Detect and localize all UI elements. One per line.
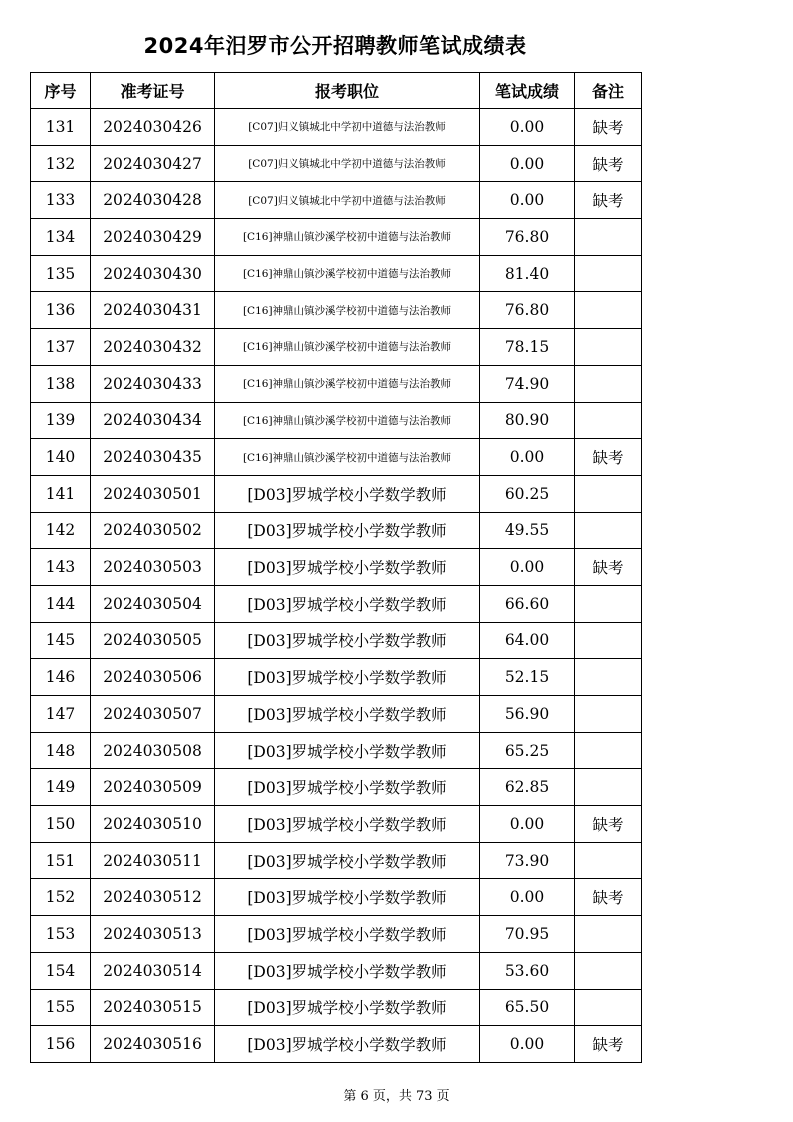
scores-table — [30, 72, 642, 1063]
position-cell: [C07]归义镇城北中学初中道德与法治教师 — [215, 182, 480, 219]
score-cell: 76.80 — [480, 219, 575, 256]
score-cell: 56.90 — [480, 696, 575, 733]
note-cell — [575, 842, 642, 879]
exam-id-cell: 2024030429 — [91, 219, 215, 256]
note-cell — [575, 255, 642, 292]
exam-id-cell: 2024030507 — [91, 696, 215, 733]
column-header-position: 报考职位 — [215, 73, 480, 109]
score-cell: 65.25 — [480, 732, 575, 769]
table-row — [31, 145, 642, 182]
column-header-note: 备注 — [575, 73, 642, 109]
row-number-cell: 151 — [31, 842, 91, 879]
score-cell: 62.85 — [480, 769, 575, 806]
note-cell — [575, 475, 642, 512]
note-cell — [575, 365, 642, 402]
table-row — [31, 732, 642, 769]
table-row — [31, 806, 642, 843]
exam-id-cell: 2024030434 — [91, 402, 215, 439]
row-number-cell: 138 — [31, 365, 91, 402]
position-cell: [C16]神鼎山镇沙溪学校初中道德与法治教师 — [215, 329, 480, 366]
exam-id-cell: 2024030513 — [91, 916, 215, 953]
row-number-cell: 142 — [31, 512, 91, 549]
row-number-cell: 145 — [31, 622, 91, 659]
row-number-cell: 148 — [31, 732, 91, 769]
page-footer: 第 6 页，共 73 页 — [343, 1089, 450, 1104]
score-cell: 0.00 — [480, 145, 575, 182]
table-row — [31, 219, 642, 256]
note-cell: 缺考 — [575, 549, 642, 586]
table-row — [31, 549, 642, 586]
row-number-cell: 131 — [31, 109, 91, 146]
position-cell: [D03]罗城学校小学数学教师 — [215, 549, 480, 586]
score-cell: 66.60 — [480, 585, 575, 622]
note-cell: 缺考 — [575, 1026, 642, 1063]
table-row — [31, 109, 642, 146]
note-cell — [575, 659, 642, 696]
position-cell: [D03]罗城学校小学数学教师 — [215, 475, 480, 512]
row-number-cell: 153 — [31, 916, 91, 953]
exam-id-cell: 2024030515 — [91, 989, 215, 1026]
note-cell — [575, 402, 642, 439]
table-row — [31, 916, 642, 953]
position-cell: [D03]罗城学校小学数学教师 — [215, 769, 480, 806]
exam-id-cell: 2024030501 — [91, 475, 215, 512]
score-cell: 70.95 — [480, 916, 575, 953]
score-cell: 0.00 — [480, 439, 575, 476]
score-cell: 80.90 — [480, 402, 575, 439]
row-number-cell: 140 — [31, 439, 91, 476]
position-cell: [D03]罗城学校小学数学教师 — [215, 696, 480, 733]
note-cell: 缺考 — [575, 879, 642, 916]
position-cell: [C16]神鼎山镇沙溪学校初中道德与法治教师 — [215, 402, 480, 439]
exam-id-cell: 2024030510 — [91, 806, 215, 843]
table-row — [31, 329, 642, 366]
score-cell: 73.90 — [480, 842, 575, 879]
score-cell: 76.80 — [480, 292, 575, 329]
score-cell: 60.25 — [480, 475, 575, 512]
note-cell: 缺考 — [575, 182, 642, 219]
note-cell — [575, 585, 642, 622]
table-row — [31, 439, 642, 476]
row-number-cell: 147 — [31, 696, 91, 733]
table-row — [31, 879, 642, 916]
position-cell: [C16]神鼎山镇沙溪学校初中道德与法治教师 — [215, 255, 480, 292]
row-number-cell: 152 — [31, 879, 91, 916]
score-cell: 49.55 — [480, 512, 575, 549]
note-cell: 缺考 — [575, 806, 642, 843]
table-row — [31, 1026, 642, 1063]
exam-id-cell: 2024030430 — [91, 255, 215, 292]
score-cell: 0.00 — [480, 182, 575, 219]
note-cell: 缺考 — [575, 145, 642, 182]
note-cell — [575, 329, 642, 366]
row-number-cell: 156 — [31, 1026, 91, 1063]
position-cell: [D03]罗城学校小学数学教师 — [215, 989, 480, 1026]
position-cell: [D03]罗城学校小学数学教师 — [215, 585, 480, 622]
page-title: 2024年汨罗市公开招聘教师笔试成绩表 — [143, 34, 527, 58]
table-row — [31, 255, 642, 292]
row-number-cell: 139 — [31, 402, 91, 439]
note-cell — [575, 769, 642, 806]
score-cell: 52.15 — [480, 659, 575, 696]
table-row — [31, 769, 642, 806]
exam-id-cell: 2024030505 — [91, 622, 215, 659]
note-cell: 缺考 — [575, 109, 642, 146]
row-number-cell: 146 — [31, 659, 91, 696]
row-number-cell: 135 — [31, 255, 91, 292]
exam-id-cell: 2024030512 — [91, 879, 215, 916]
row-number-cell: 150 — [31, 806, 91, 843]
note-cell — [575, 732, 642, 769]
note-cell — [575, 292, 642, 329]
note-cell — [575, 622, 642, 659]
position-cell: [C07]归义镇城北中学初中道德与法治教师 — [215, 109, 480, 146]
table-row — [31, 292, 642, 329]
exam-id-cell: 2024030514 — [91, 952, 215, 989]
score-cell: 0.00 — [480, 879, 575, 916]
row-number-cell: 149 — [31, 769, 91, 806]
table-row — [31, 182, 642, 219]
exam-id-cell: 2024030426 — [91, 109, 215, 146]
exam-id-cell: 2024030509 — [91, 769, 215, 806]
row-number-cell: 141 — [31, 475, 91, 512]
position-cell: [D03]罗城学校小学数学教师 — [215, 622, 480, 659]
table-row — [31, 696, 642, 733]
exam-id-cell: 2024030502 — [91, 512, 215, 549]
row-number-cell: 143 — [31, 549, 91, 586]
exam-id-cell: 2024030431 — [91, 292, 215, 329]
note-cell — [575, 989, 642, 1026]
column-header-number: 序号 — [31, 73, 91, 109]
row-number-cell: 144 — [31, 585, 91, 622]
score-cell: 0.00 — [480, 806, 575, 843]
exam-id-cell: 2024030432 — [91, 329, 215, 366]
note-cell — [575, 952, 642, 989]
score-cell: 78.15 — [480, 329, 575, 366]
exam-id-cell: 2024030428 — [91, 182, 215, 219]
position-cell: [D03]罗城学校小学数学教师 — [215, 879, 480, 916]
exam-id-cell: 2024030435 — [91, 439, 215, 476]
table-header-row — [31, 73, 642, 109]
score-cell: 0.00 — [480, 1026, 575, 1063]
column-header-exam-id: 准考证号 — [91, 73, 215, 109]
exam-id-cell: 2024030504 — [91, 585, 215, 622]
score-cell: 81.40 — [480, 255, 575, 292]
score-cell: 0.00 — [480, 549, 575, 586]
table-row — [31, 622, 642, 659]
row-number-cell: 154 — [31, 952, 91, 989]
exam-id-cell: 2024030511 — [91, 842, 215, 879]
position-cell: [C07]归义镇城北中学初中道德与法治教师 — [215, 145, 480, 182]
score-cell: 65.50 — [480, 989, 575, 1026]
position-cell: [D03]罗城学校小学数学教师 — [215, 952, 480, 989]
position-cell: [C16]神鼎山镇沙溪学校初中道德与法治教师 — [215, 219, 480, 256]
score-cell: 74.90 — [480, 365, 575, 402]
position-cell: [D03]罗城学校小学数学教师 — [215, 512, 480, 549]
position-cell: [D03]罗城学校小学数学教师 — [215, 842, 480, 879]
row-number-cell: 133 — [31, 182, 91, 219]
position-cell: [C16]神鼎山镇沙溪学校初中道德与法治教师 — [215, 365, 480, 402]
table-row — [31, 365, 642, 402]
exam-id-cell: 2024030433 — [91, 365, 215, 402]
row-number-cell: 137 — [31, 329, 91, 366]
table-row — [31, 842, 642, 879]
score-cell: 64.00 — [480, 622, 575, 659]
position-cell: [D03]罗城学校小学数学教师 — [215, 916, 480, 953]
table-body — [31, 109, 642, 1063]
position-cell: [C16]神鼎山镇沙溪学校初中道德与法治教师 — [215, 292, 480, 329]
row-number-cell: 132 — [31, 145, 91, 182]
note-cell — [575, 219, 642, 256]
table-row — [31, 475, 642, 512]
table-row — [31, 989, 642, 1026]
table-row — [31, 659, 642, 696]
table-row — [31, 402, 642, 439]
row-number-cell: 155 — [31, 989, 91, 1026]
score-cell: 53.60 — [480, 952, 575, 989]
exam-id-cell: 2024030506 — [91, 659, 215, 696]
position-cell: [D03]罗城学校小学数学教师 — [215, 806, 480, 843]
note-cell: 缺考 — [575, 439, 642, 476]
position-cell: [D03]罗城学校小学数学教师 — [215, 1026, 480, 1063]
row-number-cell: 136 — [31, 292, 91, 329]
position-cell: [D03]罗城学校小学数学教师 — [215, 732, 480, 769]
position-cell: [C16]神鼎山镇沙溪学校初中道德与法治教师 — [215, 439, 480, 476]
column-header-score: 笔试成绩 — [480, 73, 575, 109]
exam-id-cell: 2024030516 — [91, 1026, 215, 1063]
note-cell — [575, 696, 642, 733]
position-cell: [D03]罗城学校小学数学教师 — [215, 659, 480, 696]
exam-id-cell: 2024030503 — [91, 549, 215, 586]
note-cell — [575, 916, 642, 953]
exam-id-cell: 2024030427 — [91, 145, 215, 182]
exam-id-cell: 2024030508 — [91, 732, 215, 769]
note-cell — [575, 512, 642, 549]
table-row — [31, 952, 642, 989]
score-cell: 0.00 — [480, 109, 575, 146]
table-row — [31, 512, 642, 549]
row-number-cell: 134 — [31, 219, 91, 256]
table-row — [31, 585, 642, 622]
